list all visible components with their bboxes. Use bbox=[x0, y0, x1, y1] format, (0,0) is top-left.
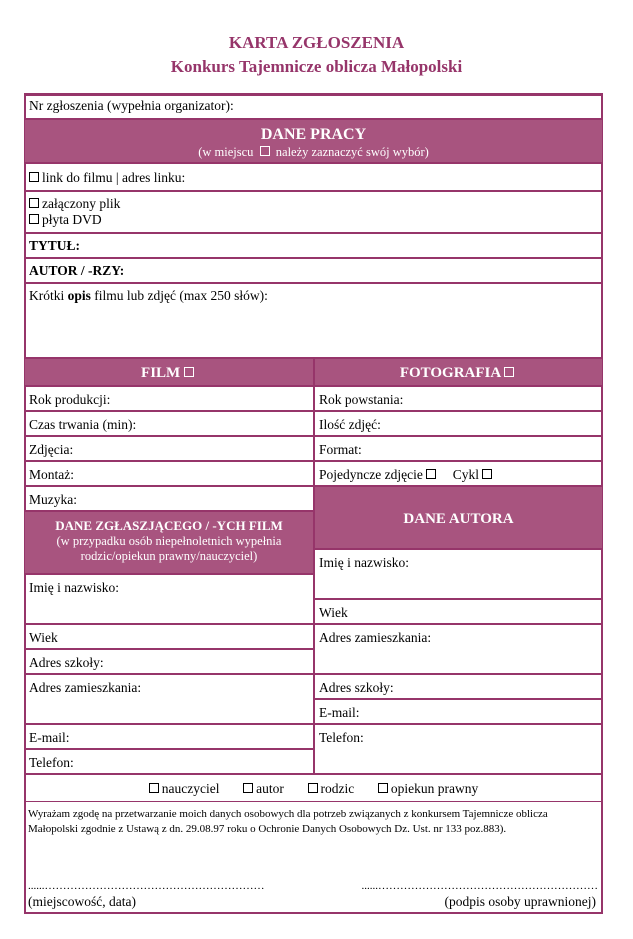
dane-autora-title: DANE AUTORA bbox=[403, 511, 514, 527]
opis-label-b: opis bbox=[67, 288, 91, 303]
nr-zgloszenia-label: Nr zgłoszenia (wypełnia organizator): bbox=[29, 98, 234, 113]
link-label: link do filmu | adres linku: bbox=[42, 170, 186, 185]
zgl-wiek-field[interactable] bbox=[24, 624, 314, 649]
film-checkbox[interactable] bbox=[184, 367, 194, 377]
aut-email-field[interactable] bbox=[314, 699, 603, 724]
rodzic-checkbox[interactable] bbox=[308, 783, 318, 793]
zgl-telefon-label: Telefon: bbox=[29, 755, 74, 770]
zgl-email-label: E-mail: bbox=[29, 730, 70, 745]
link-checkbox[interactable] bbox=[29, 172, 39, 182]
dvd-checkbox[interactable] bbox=[29, 214, 39, 224]
film-montaz-label: Montaż: bbox=[29, 467, 74, 482]
dane-pracy-note-b: należy zaznaczyć swój wybór) bbox=[275, 145, 429, 159]
cykl-label: Cykl bbox=[452, 467, 479, 482]
aut-imie-label: Imię i nazwisko: bbox=[319, 555, 409, 570]
opiekun-checkbox[interactable] bbox=[378, 783, 388, 793]
link-row[interactable] bbox=[24, 163, 603, 191]
foto-ilosc-field[interactable] bbox=[314, 411, 603, 436]
aut-telefon-field[interactable] bbox=[314, 724, 603, 774]
aut-imie-field[interactable] bbox=[314, 549, 603, 599]
foto-header bbox=[314, 358, 603, 386]
autor-field[interactable] bbox=[24, 258, 603, 283]
film-montaz-field[interactable] bbox=[24, 461, 314, 486]
zgl-wiek-label: Wiek bbox=[29, 630, 58, 645]
signature-line[interactable]: ......…………………………………………………… bbox=[361, 880, 598, 892]
signature-label: (podpis osoby uprawnionej) bbox=[444, 894, 596, 909]
autor-role-label: autor bbox=[256, 781, 284, 796]
dane-pracy-title: DANE PRACY bbox=[260, 126, 367, 143]
foto-header-label: FOTOGRAFIA bbox=[399, 365, 501, 381]
autor-label: AUTOR / -RZY: bbox=[29, 263, 125, 278]
autor-checkbox[interactable] bbox=[243, 783, 253, 793]
zgl-adres-label: Adres zamieszkania: bbox=[29, 680, 142, 695]
plik-label: załączony plik bbox=[42, 196, 121, 211]
opis-field[interactable] bbox=[24, 283, 603, 358]
aut-szkola-label: Adres szkoły: bbox=[319, 680, 394, 695]
pojedyncze-checkbox[interactable] bbox=[426, 469, 436, 479]
zgl-adres-field[interactable] bbox=[24, 674, 314, 724]
cykl-checkbox[interactable] bbox=[482, 469, 492, 479]
tytul-field[interactable] bbox=[24, 233, 603, 258]
foto-rok-field[interactable] bbox=[314, 386, 603, 411]
zgl-email-field[interactable] bbox=[24, 724, 314, 749]
film-zdjecia-label: Zdjęcia: bbox=[29, 442, 74, 457]
nauczyciel-label: nauczyciel bbox=[161, 781, 220, 796]
zgl-telefon-field[interactable] bbox=[24, 749, 314, 774]
form-subtitle: Konkurs Tajemnicze oblicza Małopolski bbox=[170, 57, 463, 76]
foto-checkbox[interactable] bbox=[504, 367, 514, 377]
film-muzyka-label: Muzyka: bbox=[29, 492, 77, 507]
film-zdjecia-field[interactable] bbox=[24, 436, 314, 461]
zglaszajacy-header bbox=[24, 511, 314, 574]
aut-adres-field[interactable] bbox=[314, 624, 603, 674]
opis-label-a: Krótki bbox=[29, 288, 68, 303]
media-row bbox=[24, 191, 603, 233]
film-header bbox=[24, 358, 314, 386]
nauczyciel-checkbox[interactable] bbox=[149, 783, 159, 793]
place-date-label: (miejscowość, data) bbox=[28, 894, 136, 909]
aut-telefon-label: Telefon: bbox=[319, 730, 364, 745]
film-header-label: FILM bbox=[141, 365, 181, 381]
opis-label-c: filmu lub zdjęć (max 250 słów): bbox=[90, 288, 268, 303]
foto-format-field[interactable] bbox=[314, 436, 603, 461]
zglaszajacy-title: DANE ZGŁASZJĄCEGO / -YCH FILM bbox=[55, 518, 283, 533]
rodzic-label: rodzic bbox=[320, 781, 355, 796]
tytul-label: TYTUŁ: bbox=[29, 238, 81, 253]
film-rok-label: Rok produkcji: bbox=[29, 392, 111, 407]
aut-szkola-field[interactable] bbox=[314, 674, 603, 699]
nr-zgloszenia-field[interactable] bbox=[24, 95, 603, 119]
film-muzyka-field[interactable] bbox=[24, 486, 314, 511]
foto-pojedyncze-row bbox=[314, 461, 603, 486]
zgl-imie-label: Imię i nazwisko: bbox=[29, 580, 119, 595]
plik-checkbox[interactable] bbox=[29, 198, 39, 208]
aut-wiek-label: Wiek bbox=[319, 605, 348, 620]
form-title: KARTA ZGŁOSZENIA bbox=[228, 33, 405, 52]
dane-pracy-note bbox=[25, 144, 602, 160]
checkbox-icon bbox=[260, 146, 270, 156]
dane-autora-header bbox=[314, 486, 603, 549]
aut-adres-label: Adres zamieszkania: bbox=[319, 630, 432, 645]
foto-ilosc-label: Ilość zdjęć: bbox=[319, 417, 381, 432]
role-row bbox=[24, 774, 603, 802]
film-czas-label: Czas trwania (min): bbox=[29, 417, 137, 432]
aut-wiek-field[interactable] bbox=[314, 599, 603, 624]
foto-rok-label: Rok powstania: bbox=[319, 392, 404, 407]
zgl-szkola-field[interactable] bbox=[24, 649, 314, 674]
pojedyncze-label: Pojedyncze zdjęcie bbox=[319, 467, 423, 482]
zgl-szkola-label: Adres szkoły: bbox=[29, 655, 104, 670]
film-czas-field[interactable] bbox=[24, 411, 314, 436]
zglaszajacy-note: (w przypadku osób niepełnoletnich wypełnia rodzic/opiekun prawny/nauczyciel) bbox=[56, 534, 282, 563]
consent-text: Wyrażam zgodę na przetwarzanie moich danych osobowych dla potrzeb związanych z konkursem Tajemnicze oblicza Małopolski zgodnie z Ustawą z dn. 29.08.97 roku o Ochronie Danych Osobowych Dz. Ust. nr 133 poz.883). bbox=[28, 808, 548, 835]
film-rok-field[interactable] bbox=[24, 386, 314, 411]
opiekun-label: opiekun prawny bbox=[390, 781, 479, 796]
dane-pracy-header bbox=[24, 119, 603, 163]
aut-email-label: E-mail: bbox=[319, 705, 360, 720]
dane-pracy-note-a: (w miejscu bbox=[198, 145, 254, 159]
dvd-label: płyta DVD bbox=[42, 212, 102, 227]
place-date-line[interactable]: ......…………………………………………………… bbox=[28, 880, 265, 892]
zgl-imie-field[interactable] bbox=[24, 574, 314, 624]
foto-format-label: Format: bbox=[319, 442, 362, 457]
